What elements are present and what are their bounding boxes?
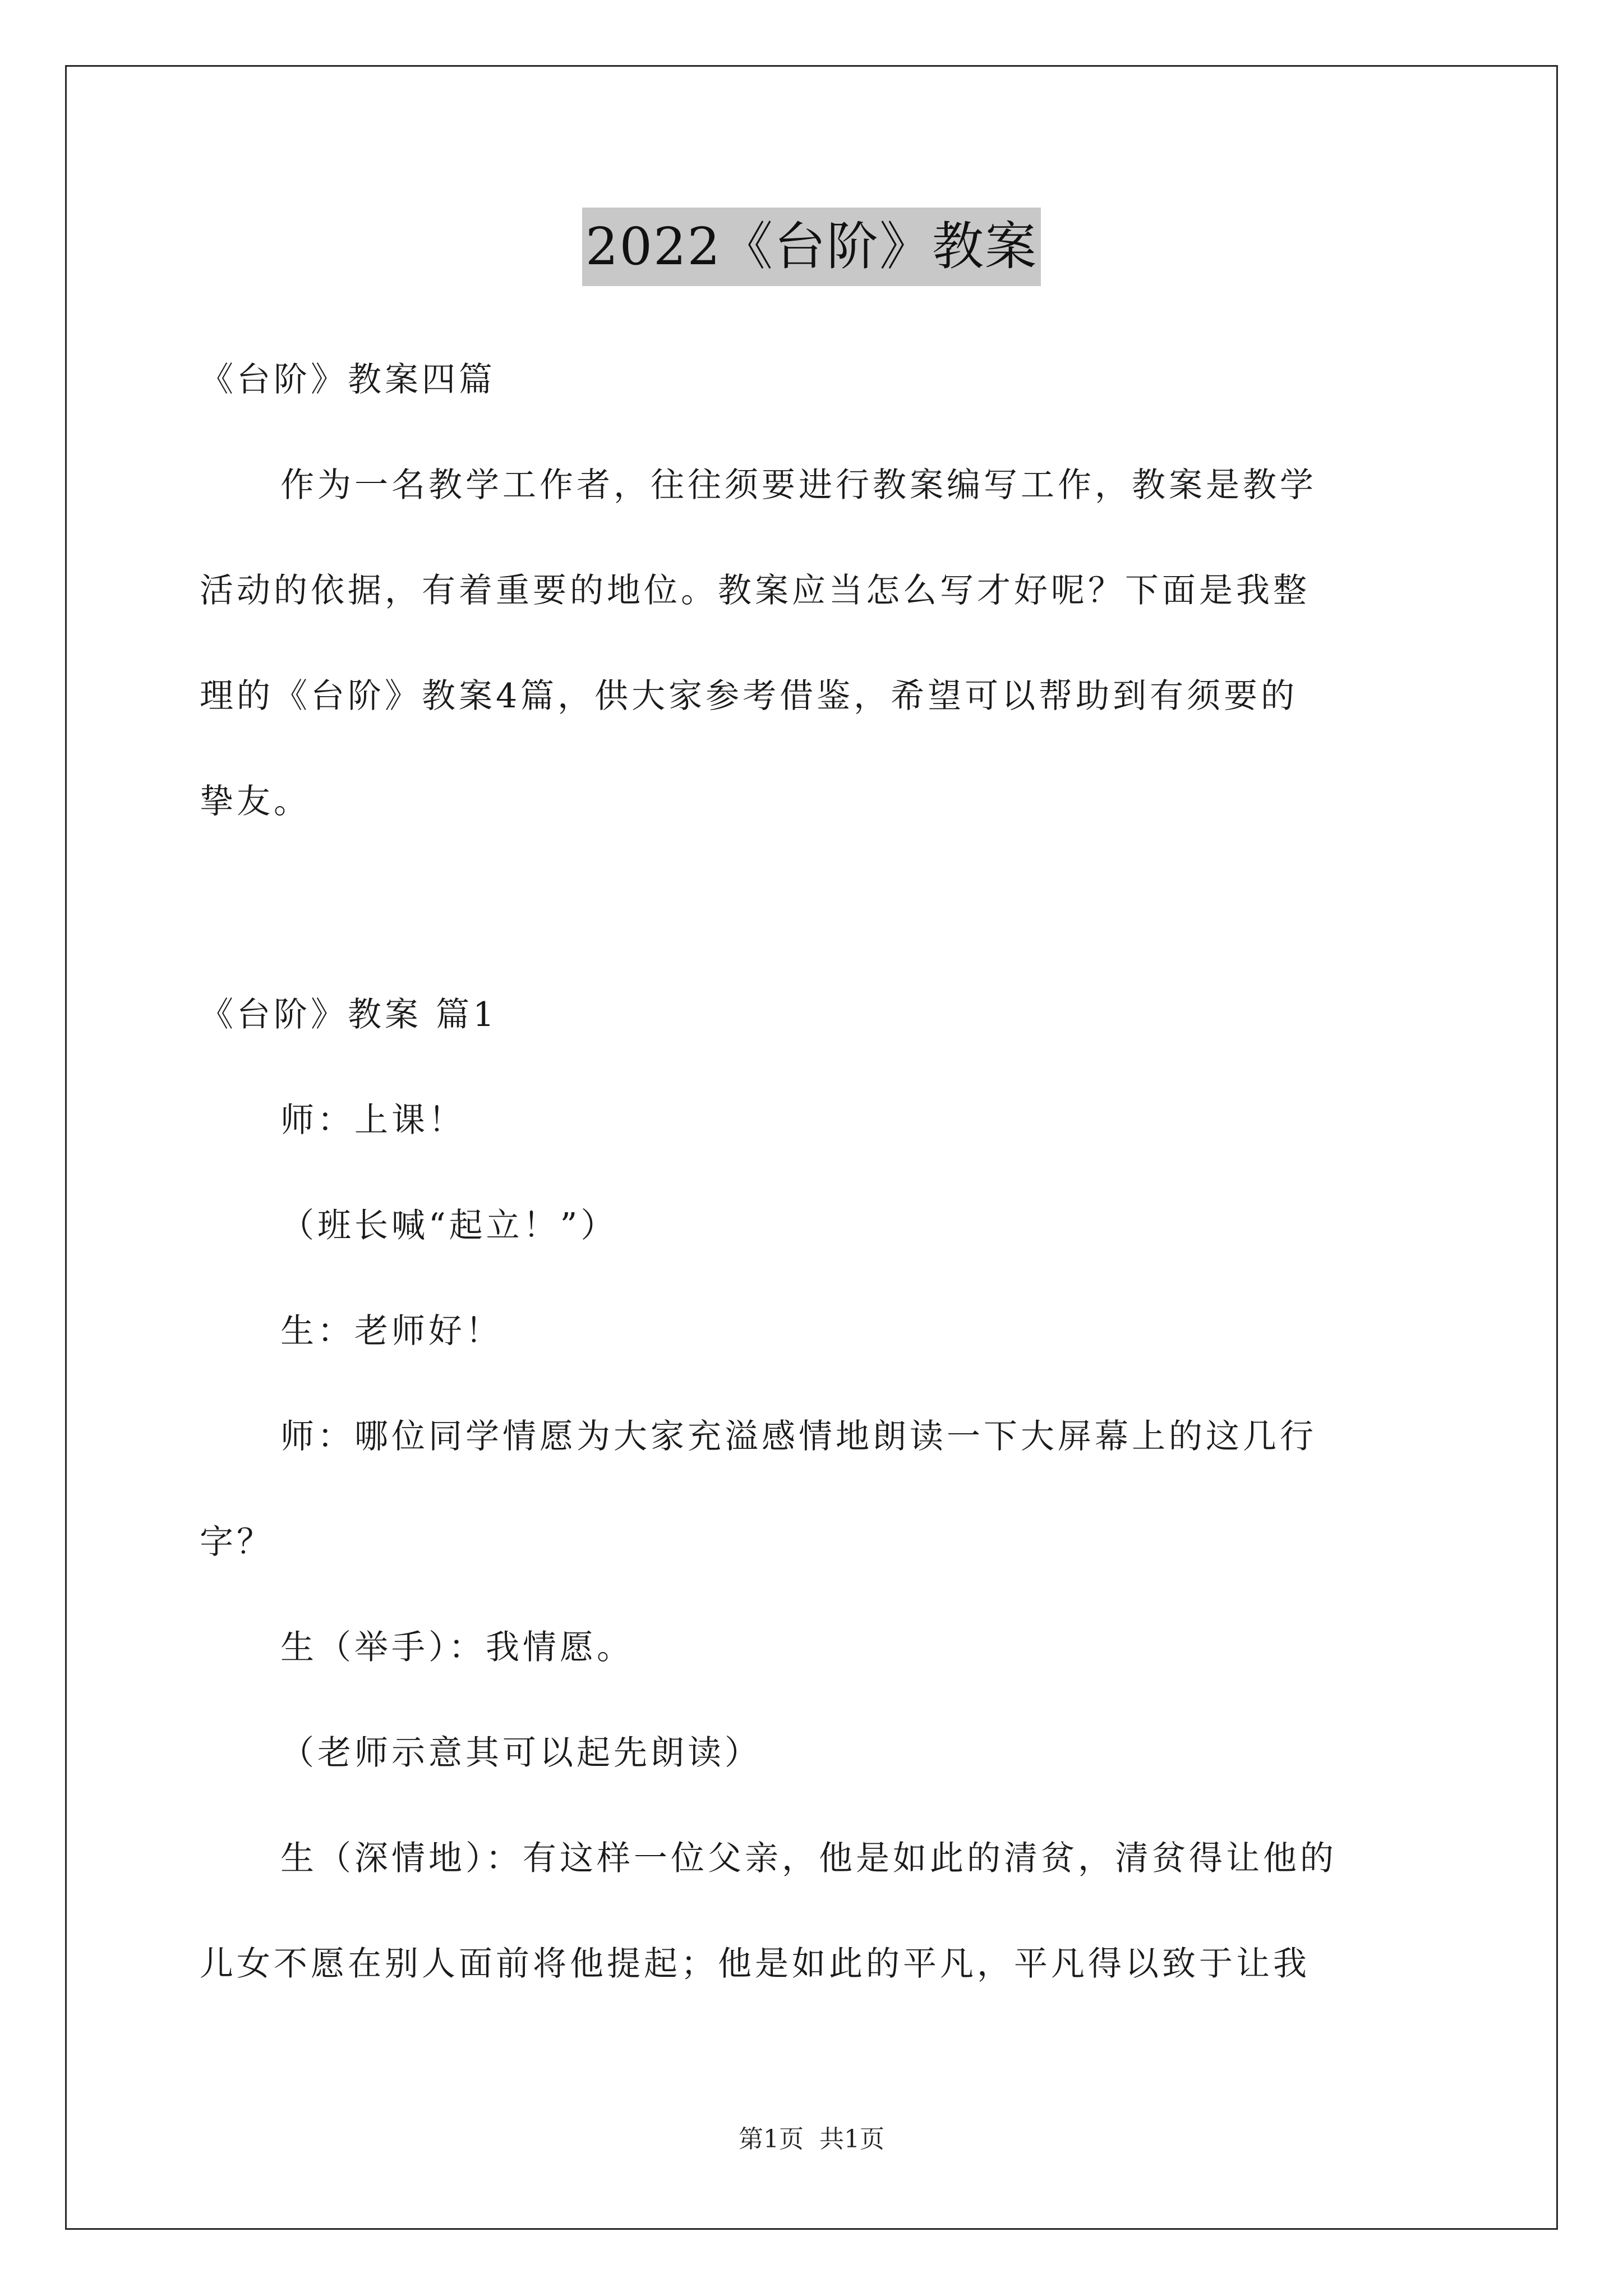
dialogue-line: 字？ bbox=[200, 1522, 274, 1562]
dialogue-line: 生（深情地）：有这样一位父亲，他是如此的清贫，清贫得让他的 bbox=[280, 1839, 1337, 1878]
dialogue-line: （老师示意其可以起先朗读） bbox=[280, 1733, 762, 1773]
dialogue-line: 生（举手）：我情愿。 bbox=[280, 1628, 634, 1667]
title-container bbox=[0, 208, 1623, 286]
dialogue-line: 师：哪位同学情愿为大家充溢感情地朗读一下大屏幕上的这几行 bbox=[280, 1417, 1317, 1456]
heading-intro: 《台阶》教案四篇 bbox=[200, 360, 496, 399]
dialogue-line: 师：上课！ bbox=[280, 1101, 465, 1140]
document-title: 2022《台阶》教案 bbox=[582, 208, 1041, 286]
intro-line: 挚友。 bbox=[200, 782, 311, 821]
intro-line: 理的《台阶》教案4篇，供大家参考借鉴，希望可以帮助到有须要的 bbox=[200, 677, 1298, 716]
dialogue-line: 生：老师好！ bbox=[280, 1312, 502, 1351]
page-total: 共1页 bbox=[819, 2125, 884, 2154]
page-number: 第1页 bbox=[739, 2125, 804, 2154]
intro-line: 活动的依据，有着重要的地位。教案应当怎么写才好呢？下面是我整 bbox=[200, 571, 1310, 610]
dialogue-line: （班长喊“起立！”） bbox=[280, 1206, 618, 1245]
dialogue-line: 儿女不愿在别人面前将他提起；他是如此的平凡，平凡得以致于让我 bbox=[200, 1944, 1310, 1984]
intro-line: 作为一名教学工作者，往往须要进行教案编写工作，教案是教学 bbox=[280, 466, 1317, 505]
section1-heading: 《台阶》教案 篇1 bbox=[200, 995, 498, 1034]
page-footer bbox=[0, 2123, 1623, 2156]
